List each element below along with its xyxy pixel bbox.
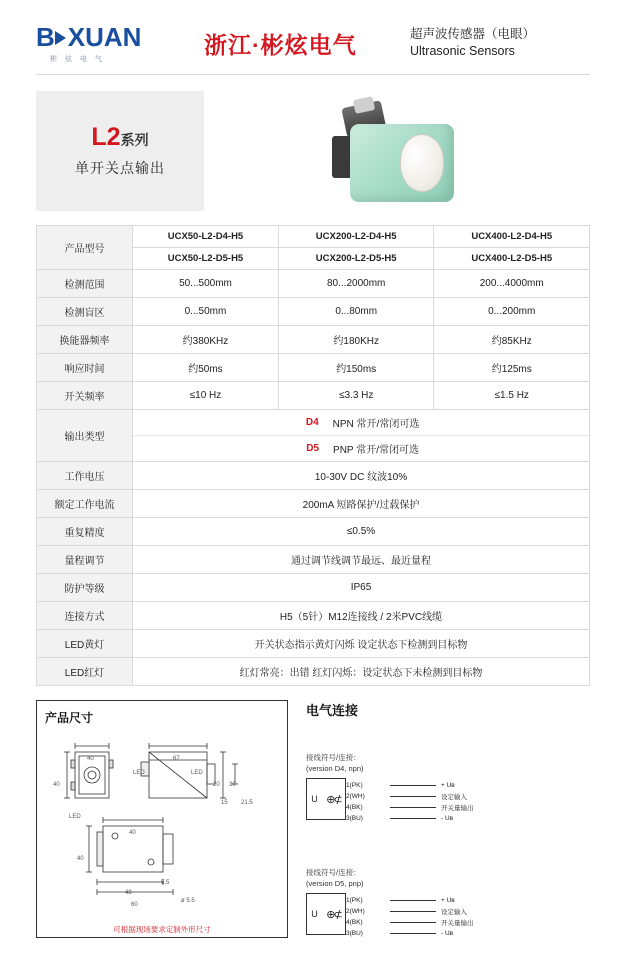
pin-row (346, 917, 526, 928)
row-value: 约150ms (278, 354, 434, 382)
row-value: ≤3.3 Hz (278, 382, 434, 410)
pin-row (346, 813, 526, 824)
pin-line (390, 900, 436, 901)
table-row (37, 326, 590, 354)
sensor-transducer-face (400, 134, 444, 192)
series-word: 系列 (120, 132, 149, 149)
row-label: 检测范围 (37, 270, 133, 298)
table-row (37, 518, 590, 546)
pin-row (346, 895, 526, 906)
row-label: 防护等级 (37, 574, 133, 602)
row-value: 约50ms (133, 354, 279, 382)
dim-67: 67 (173, 756, 180, 762)
pin-row (346, 780, 526, 791)
row-label-output-type: 输出类型 (37, 410, 133, 462)
row-value: ≤10 Hz (133, 382, 279, 410)
dimensions-panel (36, 700, 288, 938)
dim-30: 30 (229, 782, 236, 788)
dim-60: 60 (131, 902, 138, 908)
logo-wordmark: XUAN (67, 22, 142, 52)
page-header (0, 0, 626, 74)
table-row (37, 546, 590, 574)
pin-desc: + Uʙ (441, 897, 455, 904)
table-row (37, 298, 590, 326)
label-led-1: LED (69, 814, 81, 820)
wiring-caption-d4 (306, 753, 590, 774)
pin-row (346, 802, 526, 813)
row-value: 80...2000mm (278, 270, 434, 298)
logo-subtext: 彬 炫 电 气 (50, 56, 105, 63)
pin-desc: 设定输入 (441, 794, 467, 801)
logo-arrow-icon (55, 31, 66, 45)
model-cell: UCX50-L2-D4-H5 (133, 226, 279, 248)
row-label: LED红灯 (37, 658, 133, 686)
model-cell: UCX200-L2-D5-H5 (278, 248, 434, 270)
company-title-cn: 浙江·彬炫电气 (204, 31, 357, 58)
pin-name: 3(BU) (346, 815, 363, 822)
table-row-model (37, 226, 590, 248)
row-label: 换能器频率 (37, 326, 133, 354)
dim-15: 15 (221, 800, 228, 806)
wiring-pin-list (346, 893, 526, 945)
product-family-cn: 超声波传感器（电眼） (410, 27, 536, 42)
model-cell: UCX400-L2-D5-H5 (434, 248, 590, 270)
table-row-output-type (37, 410, 590, 462)
sensor-body (350, 124, 454, 202)
row-value: 通过调节线调节最远、最近量程 (133, 546, 590, 574)
product-family-en: Ultrasonic Sensors (410, 44, 515, 58)
pin-line (390, 911, 436, 912)
output-line (133, 435, 589, 461)
pin-line (390, 807, 436, 808)
row-value: 0...80mm (278, 298, 434, 326)
table-row (37, 574, 590, 602)
sensor-illustration (322, 96, 472, 206)
row-value: 约180KHz (278, 326, 434, 354)
wiring-box-symbol: ⊕⊄ (326, 793, 341, 806)
header-divider (36, 74, 590, 75)
row-value: 200...4000mm (434, 270, 590, 298)
product-photo (204, 91, 590, 211)
row-value: IP65 (133, 574, 590, 602)
wiring-box-symbol: ⊕⊄ (326, 908, 341, 921)
wiring-symbol-box (306, 778, 346, 820)
pin-name: 1(PK) (346, 782, 363, 789)
row-label: 开关频率 (37, 382, 133, 410)
wiring-pin-list (346, 778, 526, 830)
wiring-caption-en: (version D4, npn) (306, 763, 364, 773)
row-label: 响应时间 (37, 354, 133, 382)
series-code (91, 124, 148, 152)
dimensions-title: 产品尺寸 (45, 711, 94, 725)
row-label: LED黄灯 (37, 630, 133, 658)
pin-desc: - Uʙ (441, 930, 454, 937)
table-row (37, 658, 590, 686)
pin-line (390, 933, 436, 934)
row-label: 额定工作电流 (37, 490, 133, 518)
dim-5-5: 5.5 (161, 880, 170, 886)
row-label: 检测盲区 (37, 298, 133, 326)
pin-desc: 开关量输出 (441, 805, 474, 812)
row-value: 约125ms (434, 354, 590, 382)
model-cell: UCX400-L2-D4-H5 (434, 226, 590, 248)
wiring-caption-en: (version D5, pnp) (306, 878, 364, 888)
row-label: 量程调节 (37, 546, 133, 574)
dim-20: 20 (213, 782, 220, 788)
product-family-heading (410, 26, 590, 60)
table-row (37, 354, 590, 382)
hero-section (36, 91, 590, 211)
pin-name: 2(WH) (346, 793, 365, 800)
table-row (37, 382, 590, 410)
row-label: 重复精度 (37, 518, 133, 546)
row-value: 10-30V DC 纹波10% (133, 462, 590, 490)
wiring-group-d5 (306, 868, 590, 945)
series-badge (36, 91, 204, 211)
pin-line (390, 796, 436, 797)
table-row (37, 602, 590, 630)
logo-letter-b: B (36, 22, 54, 52)
specification-table (36, 225, 590, 686)
model-cell: UCX200-L2-D4-H5 (278, 226, 434, 248)
pin-line (390, 785, 436, 786)
wiring-caption-d5 (306, 868, 590, 889)
output-text-d5: PNP 常开/常闭可选 (333, 445, 419, 456)
wiring-box-u: U (311, 794, 318, 804)
wiring-group-d4 (306, 753, 590, 830)
row-value: 50...500mm (133, 270, 279, 298)
pin-line (390, 922, 436, 923)
row-value: H5（5针）M12连接线 / 2米PVC线缆 (133, 602, 590, 630)
pin-desc: - Uʙ (441, 815, 454, 822)
row-value: 200mA 短路保护/过载保护 (133, 490, 590, 518)
model-cell: UCX50-L2-D5-H5 (133, 248, 279, 270)
row-value: 约85KHz (434, 326, 590, 354)
dim-dia-5-5: ø 5.5 (181, 898, 195, 904)
row-value: 红灯常亮：出错 红灯闪烁：设定状态下未检测到目标物 (133, 658, 590, 686)
wiring-caption-cn: 接线符号/连接： (306, 868, 361, 877)
pin-row (346, 928, 526, 939)
dim-40d: 40 (77, 856, 84, 862)
wiring-diagram-d5 (306, 893, 590, 945)
row-label: 连接方式 (37, 602, 133, 630)
pin-name: 4(BK) (346, 919, 363, 926)
pin-desc: 开关量输出 (441, 920, 474, 927)
pin-name: 1(PK) (346, 897, 363, 904)
output-code-d4: D4 (305, 417, 319, 428)
pin-desc: + Uʙ (441, 782, 455, 789)
label-led-3: LED (191, 770, 203, 776)
company-logo (36, 22, 176, 64)
bottom-section (36, 700, 590, 969)
row-value: 开关状态指示黄灯闪烁 设定状态下检测到目标物 (133, 630, 590, 658)
row-value: ≤1.5 Hz (434, 382, 590, 410)
table-row (37, 462, 590, 490)
wiring-symbol-box (306, 893, 346, 935)
wiring-diagram-d4 (306, 778, 590, 830)
dim-48: 48 (125, 890, 132, 896)
label-led-2: LED (133, 770, 145, 776)
output-code-d5: D5 (306, 443, 320, 454)
row-value: ≤0.5% (133, 518, 590, 546)
row-value: 0...50mm (133, 298, 279, 326)
pin-row (346, 906, 526, 917)
table-row (37, 270, 590, 298)
dim-40b: 40 (53, 782, 60, 788)
dim-40c: 40 (129, 830, 136, 836)
output-text-d4: NPN 常开/常闭可选 (332, 419, 420, 430)
pin-name: 3(BU) (346, 930, 363, 937)
dimensions-drawing (45, 730, 279, 926)
series-code-text: L2 (91, 123, 121, 152)
pin-name: 4(BK) (346, 804, 363, 811)
pin-desc: 设定输入 (441, 909, 467, 916)
row-value: 0...200mm (434, 298, 590, 326)
dim-21-5: 21.5 (241, 800, 253, 806)
wiring-box-u: U (311, 909, 318, 919)
wiring-caption-cn: 接线符号/连接： (306, 753, 361, 762)
row-value: 约380KHz (133, 326, 279, 354)
output-line (133, 410, 589, 435)
table-row (37, 630, 590, 658)
electrical-panel (306, 700, 590, 969)
output-type-cell (133, 410, 590, 462)
dimensions-note: 可根据现场要求定制外形尺寸 (113, 925, 211, 934)
electrical-title: 电气连接 (306, 703, 359, 718)
row-label-model: 产品型号 (37, 226, 133, 270)
pin-name: 2(WH) (346, 908, 365, 915)
dim-40a: 40 (87, 756, 94, 762)
pin-row (346, 791, 526, 802)
table-row (37, 490, 590, 518)
row-label: 工作电压 (37, 462, 133, 490)
pin-line (390, 818, 436, 819)
series-subtitle: 单开关点输出 (75, 159, 165, 176)
